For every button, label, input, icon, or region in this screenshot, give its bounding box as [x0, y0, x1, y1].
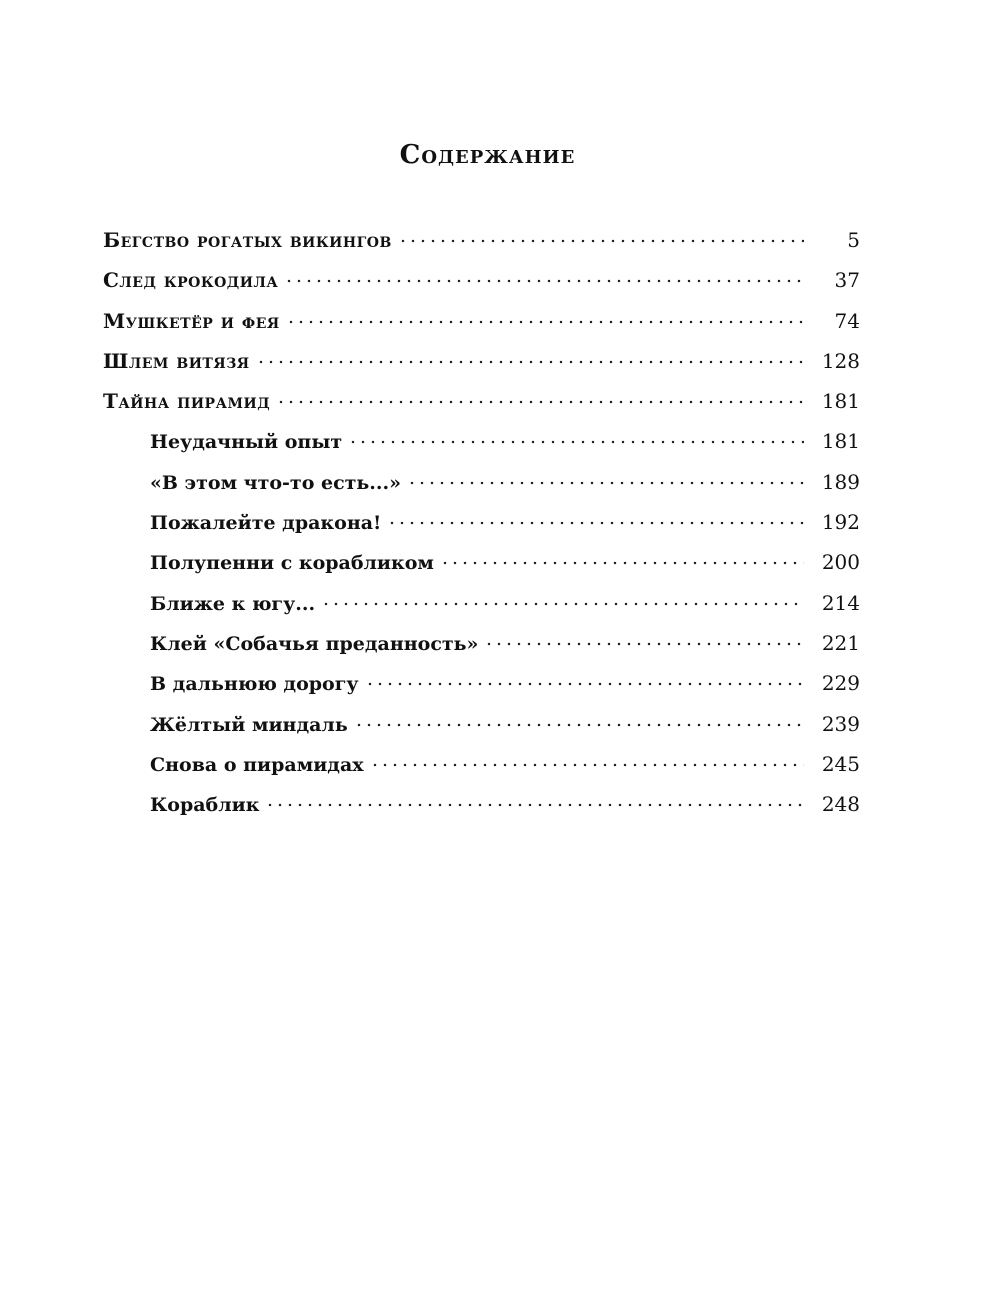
dot-leader [440, 560, 804, 566]
toc-entry[interactable] [103, 301, 860, 341]
dot-leader [321, 601, 804, 607]
table-of-contents [103, 220, 860, 824]
toc-entry-title: Неудачный опыт [150, 431, 343, 454]
toc-entry[interactable] [103, 381, 860, 421]
toc-subentry[interactable] [103, 704, 860, 744]
toc-entry[interactable] [103, 220, 860, 260]
dot-leader [354, 722, 804, 728]
dot-leader [276, 399, 804, 405]
toc-subentry[interactable] [103, 784, 860, 824]
toc-subentry[interactable] [103, 421, 860, 461]
toc-entry[interactable] [103, 341, 860, 381]
toc-entry-title: Ближе к югу... [150, 592, 316, 615]
dot-leader [387, 520, 804, 526]
toc-entry-page-number: 181 [821, 429, 860, 454]
toc-entry-title: Бегство рогатых викингов [103, 228, 392, 252]
dot-leader [284, 278, 804, 284]
toc-entry-page-number: 37 [834, 268, 860, 293]
toc-entry-page-number: 200 [821, 550, 860, 575]
toc-entry-page-number: 229 [821, 671, 860, 696]
dot-leader [484, 641, 804, 647]
toc-entry-page-number: 181 [821, 389, 860, 414]
toc-entry-title: Шлем витязя [103, 348, 250, 373]
toc-entry-title: Тайна пирамид [103, 389, 271, 414]
dot-leader [256, 359, 804, 365]
toc-entry-title: Мушкетёр и фея [103, 308, 280, 333]
toc-entry-title: Клей «Собачья преданность» [150, 632, 479, 655]
dot-leader [365, 681, 804, 687]
toc-entry-page-number: 221 [821, 630, 860, 655]
toc-entry-title: Пожалейте дракона! [150, 512, 382, 535]
toc-entry-page-number: 189 [821, 469, 860, 494]
toc-entry-title: Снова о пирамидах [150, 753, 364, 776]
toc-entry-title: След крокодила [103, 268, 279, 293]
toc-entry-title: В дальнюю дорогу [150, 673, 359, 696]
toc-entry-title: Кораблик [150, 794, 260, 817]
page-title: Содержание [399, 140, 576, 170]
dot-leader [286, 319, 804, 325]
dot-leader [348, 439, 804, 445]
toc-entry-page-number: 245 [821, 751, 860, 776]
toc-subentry[interactable] [103, 583, 860, 623]
toc-entry-page-number: 214 [821, 590, 860, 615]
dot-leader [398, 238, 804, 244]
toc-subentry[interactable] [103, 744, 860, 784]
toc-subentry[interactable] [103, 542, 860, 582]
toc-entry-page-number: 74 [834, 308, 860, 333]
dot-leader [265, 802, 804, 808]
toc-entry-page-number: 239 [821, 711, 860, 736]
toc-entry[interactable] [103, 260, 860, 300]
toc-subentry[interactable] [103, 663, 860, 703]
toc-entry-title: «В этом что-то есть...» [150, 471, 402, 494]
toc-subentry[interactable] [103, 623, 860, 663]
toc-entry-page-number: 192 [821, 510, 860, 535]
toc-entry-title: Жёлтый миндаль [150, 713, 348, 736]
dot-leader [407, 480, 804, 486]
toc-subentry[interactable] [103, 502, 860, 542]
toc-entry-page-number: 248 [821, 792, 860, 817]
toc-entry-page-number: 5 [847, 228, 860, 252]
toc-entry-title: Полупенни с корабликом [150, 552, 434, 575]
toc-subentry[interactable] [103, 462, 860, 502]
toc-entry-page-number: 128 [821, 348, 860, 373]
dot-leader [370, 762, 804, 768]
